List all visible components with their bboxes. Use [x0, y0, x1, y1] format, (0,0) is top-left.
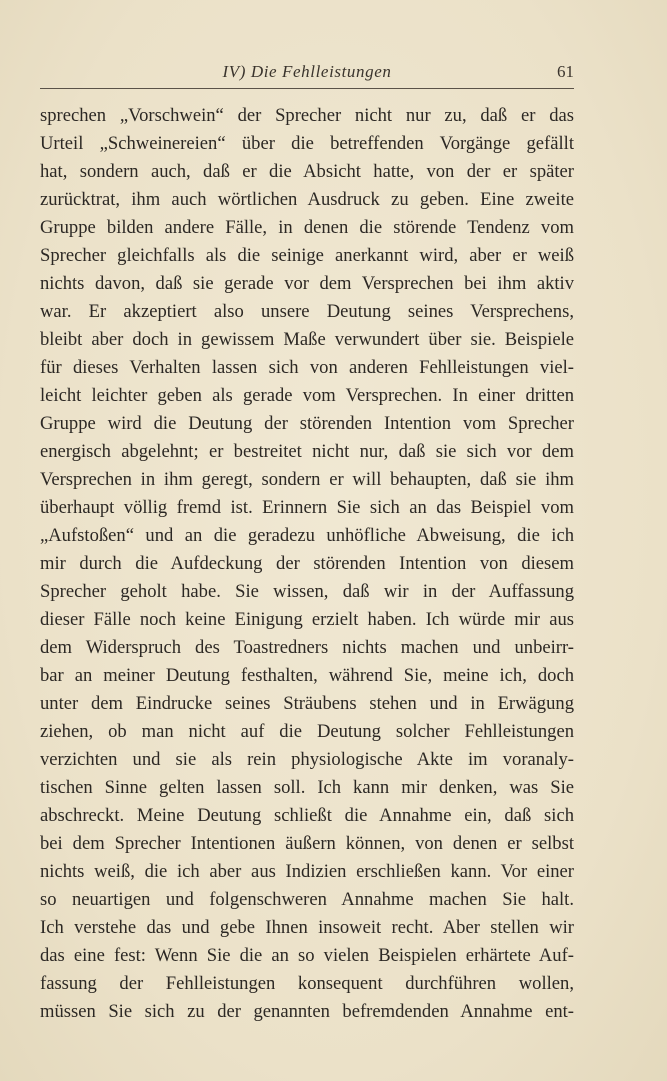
text-line: sprechen „Vorschwein“ der Sprecher nicht nur zu, daß er das	[40, 105, 574, 126]
text-line: das eine fest: Wenn Sie die an so vielen Beispielen erhärtete Auf-	[40, 945, 574, 966]
text-line: hat, sondern auch, daß er die Absicht hatte, von der er später	[40, 161, 574, 182]
text-line: Gruppe wird die Deutung der störenden Intention vom Sprecher	[40, 413, 574, 434]
text-line: energisch abgelehnt; er bestreitet nicht nur, daß sie sich vor dem	[40, 441, 574, 462]
text-line: bar an meiner Deutung festhalten, während Sie, meine ich, doch	[40, 665, 574, 686]
text-line: leicht leichter geben als gerade vom Versprechen. In einer dritten	[40, 385, 574, 406]
text-line: bei dem Sprecher Intentionen äußern können, von denen er selbst	[40, 833, 574, 854]
text-line: nichts weiß, die ich aber aus Indizien erschließen kann. Vor einer	[40, 861, 574, 882]
running-title: IV) Die Fehlleistungen	[222, 62, 392, 81]
text-line: Sprecher gleichfalls als die seinige anerkannt wird, aber er weiß	[40, 245, 574, 266]
text-line: tischen Sinne gelten lassen soll. Ich kann mir denken, was Sie	[40, 777, 574, 798]
text-line: abschreckt. Meine Deutung schließt die Annahme ein, daß sich	[40, 805, 574, 826]
text-line: war. Er akzeptiert also unsere Deutung seines Versprechens,	[40, 301, 574, 322]
header-rule	[40, 88, 574, 89]
text-line: fassung der Fehlleistungen konsequent durchführen wollen,	[40, 973, 574, 994]
text-line: für dieses Verhalten lassen sich von anderen Fehlleistungen viel-	[40, 357, 574, 378]
text-line: Sprecher geholt habe. Sie wissen, daß wir in der Auffassung	[40, 581, 574, 602]
text-line: „Aufstoßen“ und an die geradezu unhöfliche Abweisung, die ich	[40, 525, 574, 546]
text-line: überhaupt völlig fremd ist. Erinnern Sie sich an das Beispiel vom	[40, 497, 574, 518]
text-line: mir durch die Aufdeckung der störenden Intention von diesem	[40, 553, 574, 574]
text-line: zurücktrat, ihm auch wörtlichen Ausdruck zu geben. Eine zweite	[40, 189, 574, 210]
text-line: nichts davon, daß sie gerade vor dem Versprechen bei ihm aktiv	[40, 273, 574, 294]
text-line: Urteil „Schweinereien“ über die betreffenden Vorgänge gefällt	[40, 133, 574, 154]
text-line: müssen Sie sich zu der genannten befremdenden Annahme ent-	[40, 1001, 574, 1022]
text-line: so neuartigen und folgenschweren Annahme machen Sie halt.	[40, 889, 574, 910]
text-line: Versprechen in ihm geregt, sondern er will behaupten, daß sie ihm	[40, 469, 574, 490]
text-line: ziehen, ob man nicht auf die Deutung solcher Fehlleistungen	[40, 721, 574, 742]
text-line: Gruppe bilden andere Fälle, in denen die störende Tendenz vom	[40, 217, 574, 238]
page-number: 61	[557, 62, 574, 81]
text-line: dem Widerspruch des Toastredners nichts machen und unbeirr-	[40, 637, 574, 658]
text-line: Ich verstehe das und gebe Ihnen insoweit recht. Aber stellen wir	[40, 917, 574, 938]
body-text	[40, 102, 574, 1026]
text-line: dieser Fälle noch keine Einigung erzielt haben. Ich würde mir aus	[40, 609, 574, 630]
running-head	[40, 60, 574, 88]
text-line: verzichten und sie als rein physiologische Akte im voranaly-	[40, 749, 574, 770]
text-line: unter dem Eindrucke seines Sträubens stehen und in Erwägung	[40, 693, 574, 714]
text-line: bleibt aber doch in gewissem Maße verwundert über sie. Beispiele	[40, 329, 574, 350]
